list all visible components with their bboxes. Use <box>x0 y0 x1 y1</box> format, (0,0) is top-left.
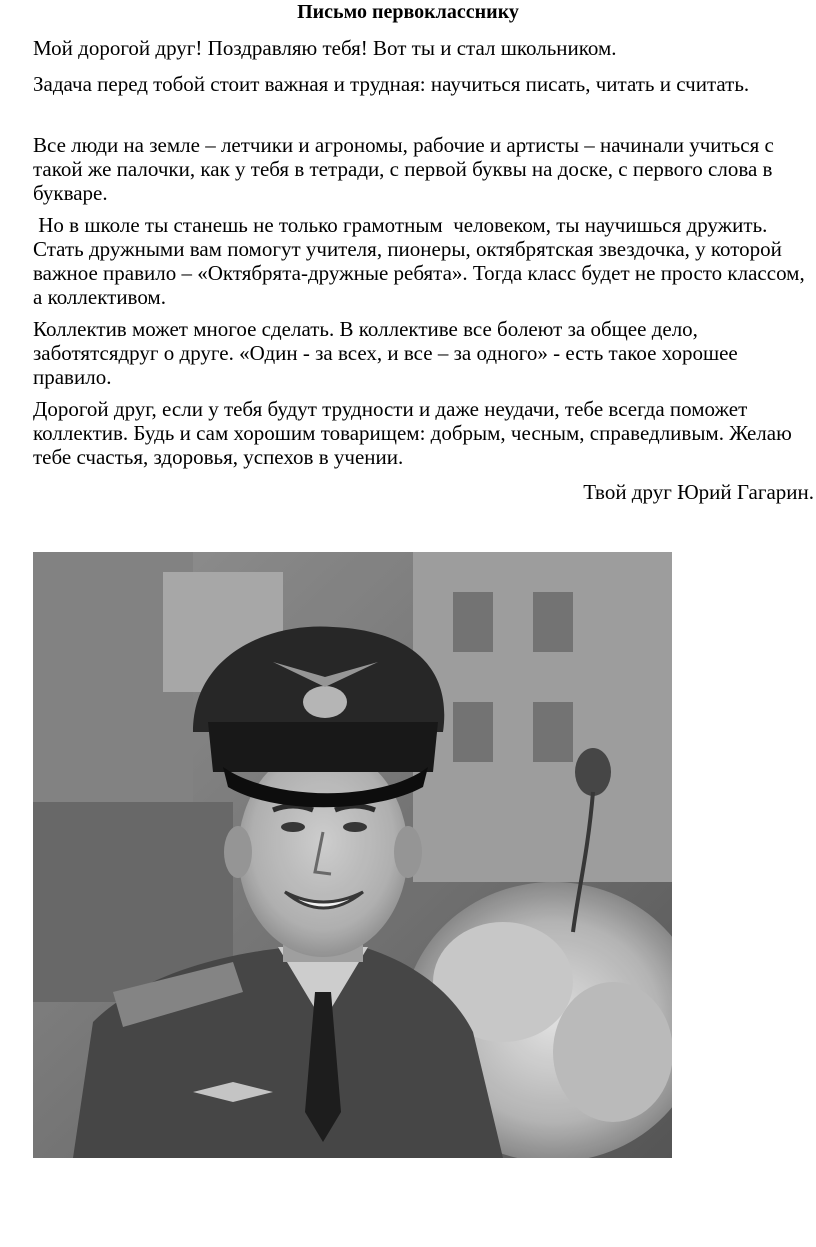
letter-signature: Твой друг Юрий Гагарин. <box>583 480 814 504</box>
letter-title: Письмо первокласснику <box>297 1 519 23</box>
paragraph-greeting: Мой дорогой друг! Поздравляю тебя! Вот ты и стал школьником. <box>33 36 617 60</box>
portrait-photo-drawing <box>33 552 672 1158</box>
paragraph-wishes: Дорогой друг, если у тебя будут трудности и даже неудачи, тебе всегда поможет коллектив. Будь и сам хорошим товарищем: добрым, чесным, справедливым. Желаю тебе счастья, здоровья, успехов в учении. <box>33 397 798 469</box>
paragraph-collective: Коллектив может многое сделать. В коллективе все болеют за общее дело, заботятсядруг о друге. «Один - за всех, и все – за одного» - есть такое хорошее правило. <box>33 317 744 389</box>
paragraph-friendship: Но в школе ты станешь не только грамотным человеком, ты научишься дружить. Стать дружными вам помогут учителя, пионеры, октябрятская звездочка, у которой важное правило – «Октябрята-дружные ребята». Тогда класс будет не просто классом, а коллективом. <box>33 213 810 309</box>
paragraph-task: Задача перед тобой стоит важная и трудная: научиться писать, читать и считать. <box>33 72 750 96</box>
portrait-photo <box>33 552 672 1158</box>
paragraph-people: Все люди на земле – летчики и агрономы, рабочие и артисты – начинали учиться с такой же палочки, как у тебя в тетради, с первой буквы на доске, с первого слова в букваре. <box>33 133 780 205</box>
